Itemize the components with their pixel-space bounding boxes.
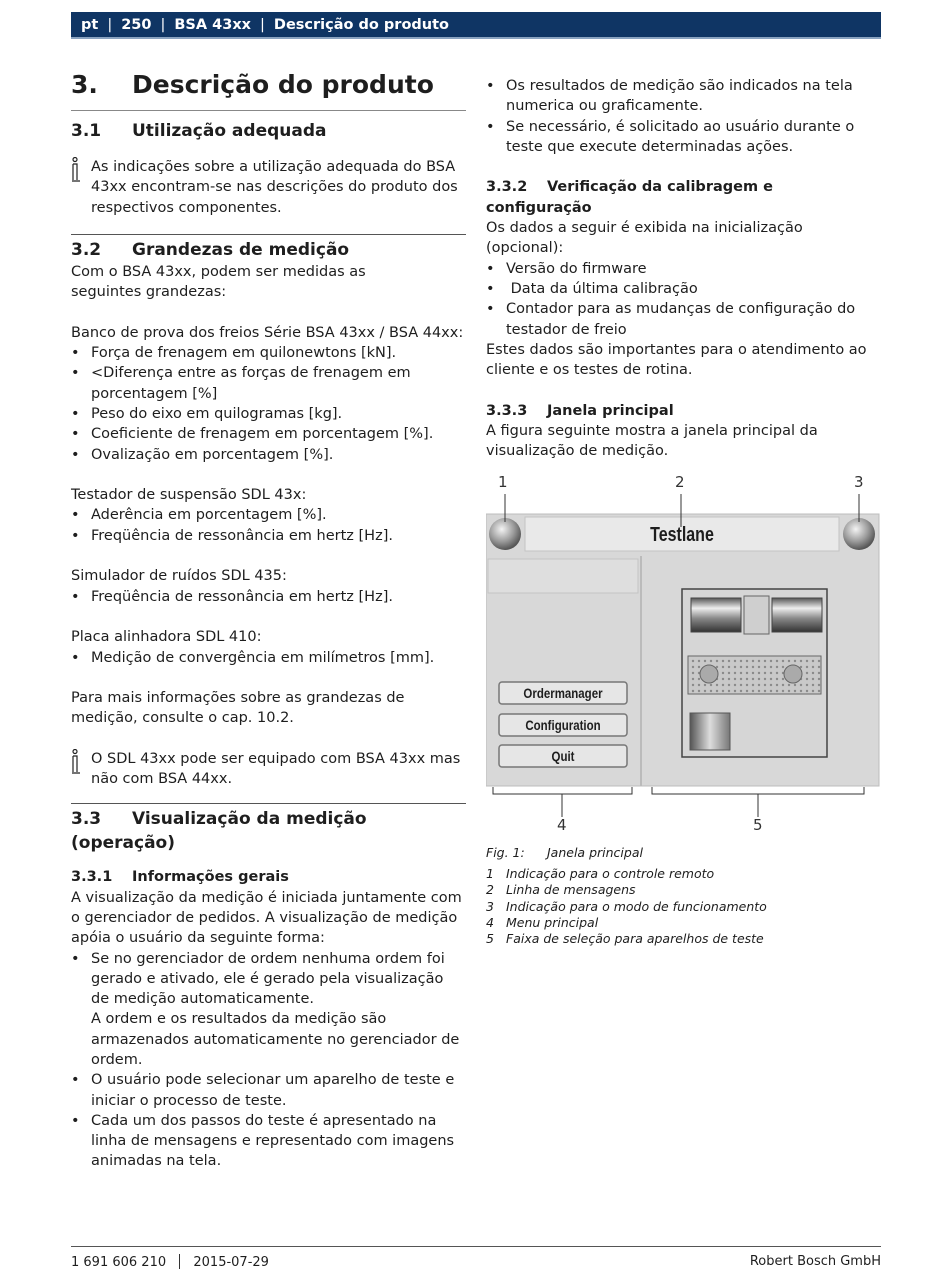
suspension-list (71, 505, 466, 546)
info-icon (71, 749, 85, 775)
list-item: • Força de frenagem em quilonewtons [kN]. (71, 343, 466, 363)
align-title: Placa alinhadora SDL 410: (71, 629, 262, 646)
note-3-2: O SDL 43xx pode ser equipado com BSA 43xx mas não com BSA 44xx. (71, 749, 466, 790)
figure-caption (486, 845, 881, 948)
callout-1: 1 (498, 472, 508, 491)
plate-disc-right (784, 665, 802, 683)
divider (71, 234, 466, 235)
s331-list (71, 949, 466, 1172)
section-3-2-heading: 3.2 Grandezas de medição (71, 239, 350, 260)
plate-disc-left (700, 665, 718, 683)
s332-list (486, 259, 881, 340)
noise-title: Simulador de ruídos SDL 435: (71, 568, 287, 585)
company-name: Robert Bosch GmbH (749, 1254, 881, 1269)
legend-item: 4 Menu principal (486, 914, 599, 930)
footer-separator (179, 1254, 180, 1269)
bracket-5 (652, 787, 864, 794)
legend-item: 2 Linha de mensagens (486, 882, 636, 898)
header-lang: pt (81, 17, 99, 33)
brake-tester-device-icon[interactable] (691, 598, 741, 632)
quit-button-label: Quit (551, 747, 575, 764)
list-item: • Coeficiente de frenagem em porcentagem [%]. (71, 424, 466, 444)
s332-intro: Os dados a seguir é exibida na inicialização (opcional): (486, 220, 803, 257)
header-section: Descrição do produto (273, 17, 450, 33)
more-info: Para mais informações sobre as grandezas de medição, consulte o cap. 10.2. (71, 690, 405, 727)
chapter-heading: 3. Descrição do produto (71, 70, 466, 111)
list-item: • Contador para as mudanças de configuração do testador de freio (486, 299, 881, 340)
section-3-3-1-heading: 3.3.1 Informações gerais (71, 869, 289, 886)
divider (71, 803, 466, 804)
top-list (486, 76, 881, 157)
doc-number: 1 691 606 210 (71, 1255, 167, 1270)
legend-item: 3 Indicação para o modo de funcionamento (486, 898, 767, 914)
status-box (488, 559, 638, 593)
bench-title: Banco de prova dos freios Série BSA 43xx / BSA 44xx: (71, 324, 464, 341)
callout-3: 3 (854, 472, 864, 491)
list-item: • Freqüência de ressonância em hertz [Hz]. (71, 526, 466, 546)
message-line-text: Testlane (650, 523, 714, 546)
footer-divider (71, 1246, 881, 1247)
right-column (486, 76, 881, 947)
main-window-figure (486, 472, 881, 837)
noise-list (71, 587, 466, 607)
s333-intro: A figura seguinte mostra a janela principal da visualização de medição. (486, 423, 818, 460)
section-3-3-3-heading: 3.3.3 Janela principal (486, 402, 674, 419)
header-product: BSA 43xx (174, 17, 252, 33)
s32-intro: Com o BSA 43xx, podem ser medidas as seguintes grandezas: (71, 263, 366, 301)
bracket-4 (493, 787, 632, 794)
callout-4: 4 (557, 815, 567, 834)
list-item: • Data da última calibração (486, 279, 881, 299)
list-item: • Cada um dos passos do teste é apresentado na linha de mensagens e representado com imagens animadas na tela. (71, 1111, 466, 1172)
section-3-3-2-heading: 3.3.2 Verificação da calibragem e configuração (486, 179, 773, 216)
s331-intro: A visualização da medição é iniciada juntamente com o gerenciador de pedidos. A visualização de medição apóia o usuário da seguinte forma: (71, 889, 462, 947)
align-list (71, 648, 466, 668)
legend-item: 1 Indicação para o controle remoto (486, 865, 715, 881)
list-item: • Medição de convergência em milímetros [mm]. (71, 648, 466, 668)
remote-control-indicator-icon (489, 518, 521, 550)
callout-2: 2 (675, 472, 685, 491)
note-3-1: As indicações sobre a utilização adequada do BSA 43xx encontram-se nas descrições do produto dos respectivos componentes. (71, 157, 466, 218)
header-page: 250 (121, 17, 152, 33)
list-item: • Peso do eixo em quilogramas [kg]. (71, 404, 466, 424)
section-3-3-heading: 3.3 Visualização da medição (operação) (71, 809, 367, 854)
list-item: • Se no gerenciador de ordem nenhuma ordem foi gerado e ativado, ele é gerado pela visualização de medição automaticamente. A ordem e os resultados da medição são armazenados automaticamente no gerenciador de ordem. (71, 949, 466, 1071)
doc-date: 2015-07-29 (193, 1255, 269, 1270)
list-item: • Freqüência de ressonância em hertz [Hz]. (71, 587, 466, 607)
configuration-button-label: Configuration (525, 716, 601, 733)
ordermanager-button-label: Ordermanager (523, 684, 603, 701)
legend-item: 5 Faixa de seleção para aparelhos de teste (486, 931, 764, 947)
list-item: • <Diferença entre as forças de frenagem em porcentagem [%] (71, 363, 466, 404)
noise-simulator-device-icon[interactable] (690, 713, 730, 750)
list-item: • O usuário pode selecionar um aparelho de teste e iniciar o processo de teste. (71, 1070, 466, 1111)
footer-left (71, 1254, 269, 1271)
figure-label: Fig. 1: (486, 844, 525, 860)
list-item: • Se necessário, é solicitado ao usuário durante o teste que execute determinadas ações. (486, 117, 881, 158)
figure-title: Janela principal (547, 844, 643, 860)
roller-right (772, 598, 822, 632)
page-header: pt | 250 | BSA 43xx | Descrição do produto (71, 12, 881, 39)
list-item: • Os resultados de medição são indicados na tela numerica ou graficamente. (486, 76, 881, 117)
bench-list (71, 343, 466, 465)
s332-outro: Estes dados são importantes para o atendimento ao cliente e os testes de rotina. (486, 341, 867, 379)
operating-mode-indicator-icon (843, 518, 875, 550)
list-item: • Versão do firmware (486, 259, 881, 279)
list-item: • Ovalização em porcentagem [%]. (71, 445, 466, 465)
section-3-1-heading: 3.1 Utilização adequada (71, 121, 327, 141)
list-item: • Aderência em porcentagem [%]. (71, 505, 466, 525)
suspension-title: Testador de suspensão SDL 43x: (71, 487, 307, 504)
callout-5: 5 (753, 815, 763, 834)
info-icon (71, 157, 85, 183)
roller-center-plate (744, 596, 769, 634)
left-column (71, 70, 466, 1172)
